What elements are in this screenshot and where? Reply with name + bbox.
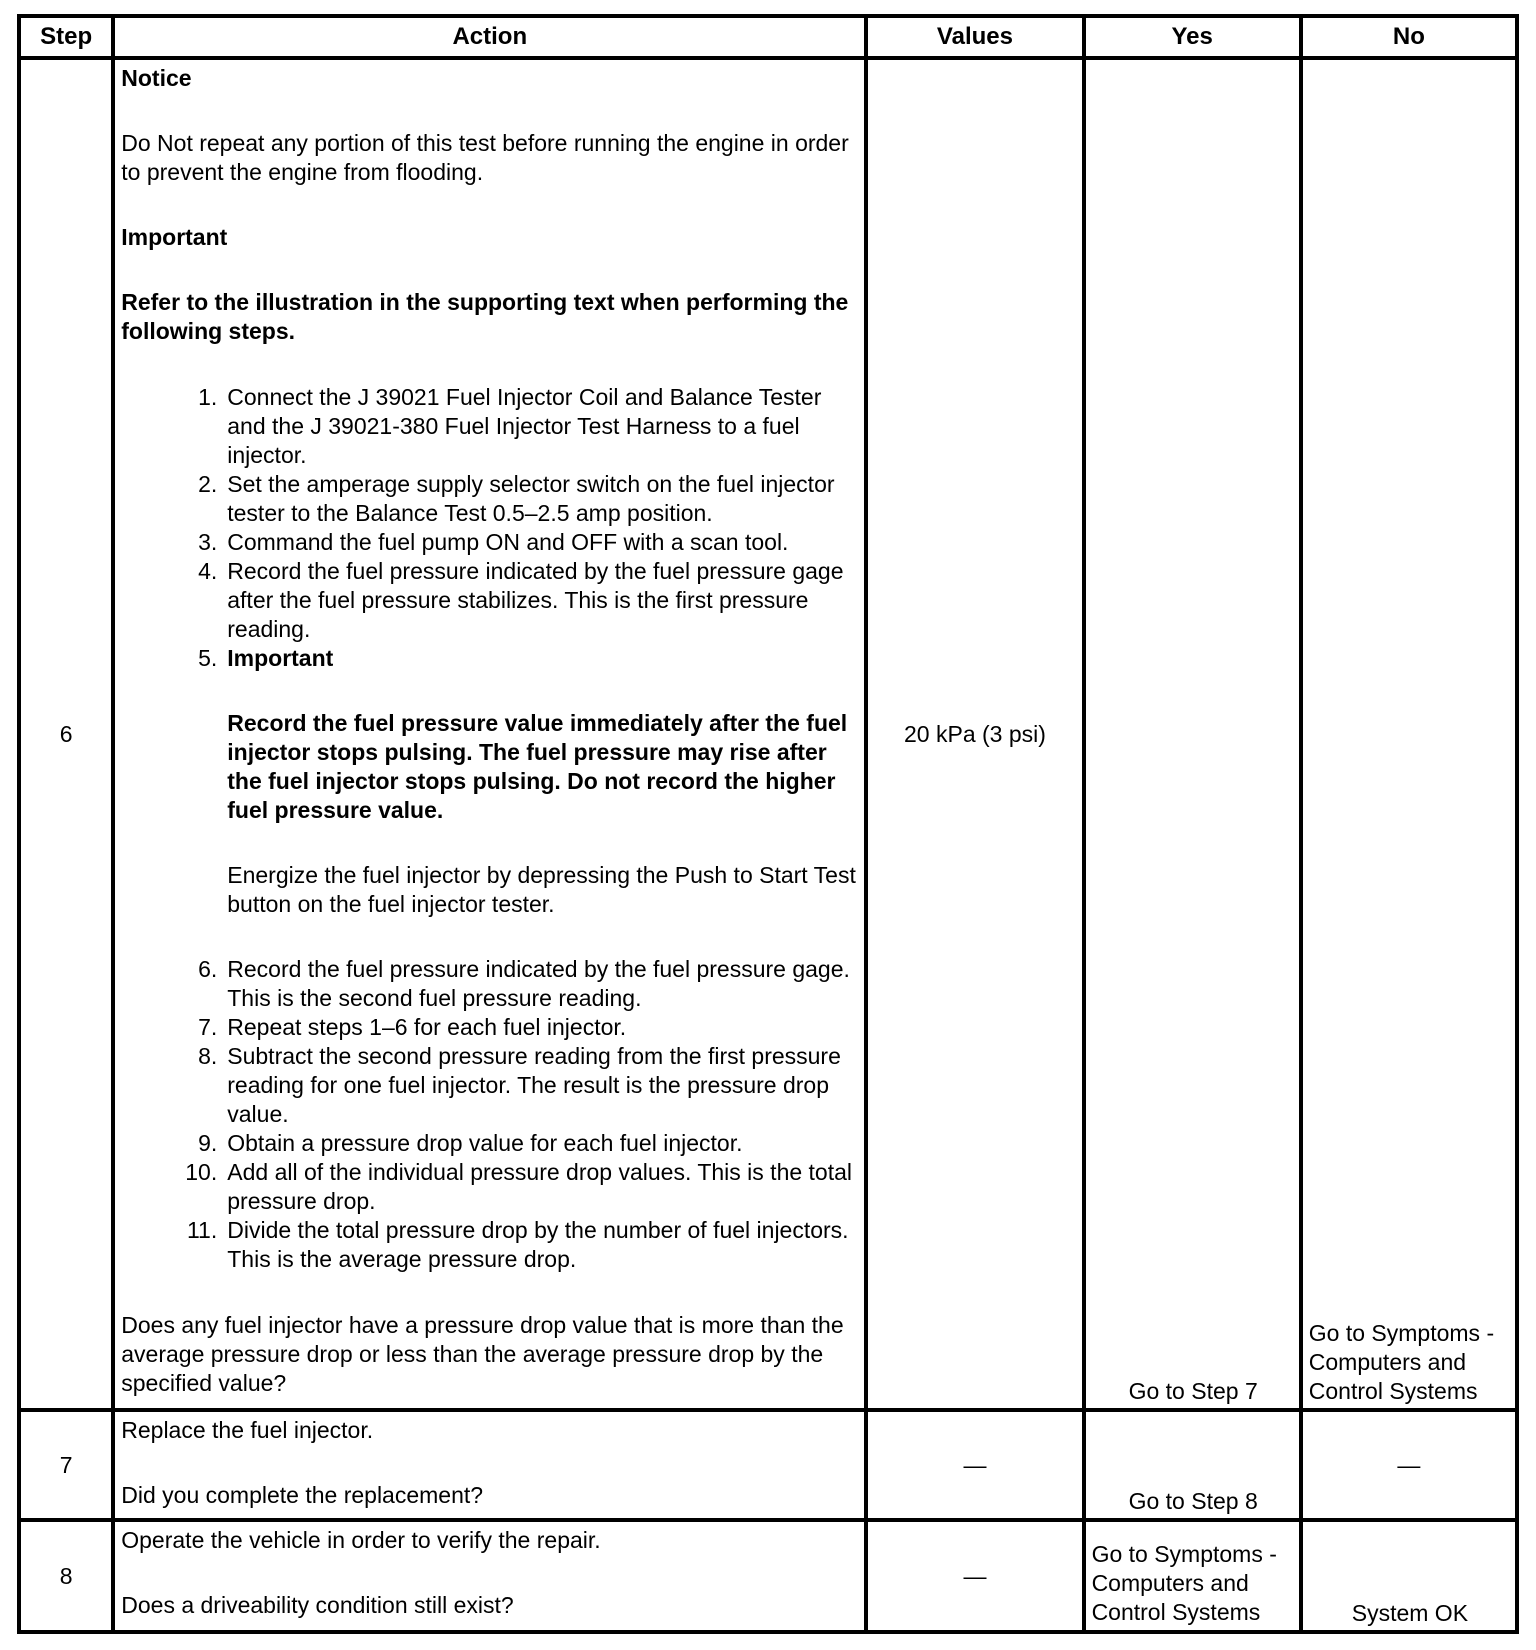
list-item: 1. Connect the J 39021 Fuel Injector Coil and Balance Tester and the J 39021-380 Fuel Injector Test Harness to a fuel injector. xyxy=(198,384,822,468)
header-row xyxy=(19,16,1517,58)
no-cell: Go to Symptoms - Computers and Control Systems xyxy=(1301,58,1517,1410)
item5-important-text: Record the fuel pressure value immediately after the fuel injector stops pulsing. The fuel pressure may rise after the fuel injector stops pulsing. Do not record the higher fuel pressure value. xyxy=(227,710,848,823)
yes-cell: Go to Step 7 xyxy=(1084,58,1301,1410)
values-cell: — xyxy=(866,1520,1083,1632)
header-action: Action xyxy=(113,16,866,58)
step-number: 7 xyxy=(19,1410,113,1520)
list-item: 10. Add all of the individual pressure drop values. This is the total pressure drop. xyxy=(185,1159,853,1214)
important-title: Important xyxy=(121,224,228,250)
important-text: Refer to the illustration in the supporting text when performing the following steps. xyxy=(121,289,849,344)
header-yes: Yes xyxy=(1084,16,1301,58)
question-text: Does any fuel injector have a pressure drop value that is more than the average pressure drop or less than the average pressure drop by the specified value? xyxy=(121,1312,844,1396)
table-row-step-6 xyxy=(19,58,1517,1410)
action-text: Operate the vehicle in order to verify the repair. xyxy=(121,1527,601,1553)
item5-important-title: Important xyxy=(227,645,334,671)
list-item: 5. Important Record the fuel pressure value immediately after the fuel injector stops pulsing. The fuel pressure may rise after the fuel injector stops pulsing. Do not record the higher fuel pressure value. Energize the fuel injector by depressing the Push to Start Test button on the fuel injector tester. xyxy=(171,644,860,955)
no-cell: — xyxy=(1301,1410,1517,1520)
action-text: Replace the fuel injector. xyxy=(121,1417,374,1443)
question-text: Does a driveability condition still exist? xyxy=(121,1592,514,1618)
list-item: 3. Command the fuel pump ON and OFF with a scan tool. xyxy=(198,529,789,555)
values-cell: — xyxy=(866,1410,1083,1520)
step-number: 8 xyxy=(19,1520,113,1632)
notice-title: Notice xyxy=(121,65,192,91)
list-item: 8. Subtract the second pressure reading from the first pressure reading for one fuel injector. The result is the pressure drop value. xyxy=(198,1043,841,1127)
list-item: 11. Divide the total pressure drop by the number of fuel injectors. This is the average pressure drop. xyxy=(186,1217,849,1272)
table-row-step-8 xyxy=(19,1520,1517,1632)
table-row-step-7 xyxy=(19,1410,1517,1520)
header-no: No xyxy=(1301,16,1517,58)
procedure-list xyxy=(121,383,860,1274)
question-text: Did you complete the replacement? xyxy=(121,1482,484,1508)
action-cell xyxy=(113,1410,866,1520)
list-item: 4. Record the fuel pressure indicated by the fuel pressure gage after the fuel pressure stabilizes. This is the first pressure reading. xyxy=(198,558,844,642)
list-item: 6. Record the fuel pressure indicated by the fuel pressure gage. This is the second fuel pressure reading. xyxy=(198,956,850,1011)
values-cell: 20 kPa (3 psi) xyxy=(866,58,1083,1410)
diagnostic-table-container xyxy=(17,14,1519,1636)
header-values: Values xyxy=(866,16,1083,58)
header-step: Step xyxy=(19,16,113,58)
notice-text: Do Not repeat any portion of this test before running the engine in order to prevent the engine from flooding. xyxy=(121,130,849,185)
no-cell: System OK xyxy=(1301,1520,1517,1632)
item5-text: Energize the fuel injector by depressing the Push to Start Test button on the fuel injector tester. xyxy=(227,862,856,917)
diagnostic-table xyxy=(17,14,1519,1634)
list-item: 9. Obtain a pressure drop value for each fuel injector. xyxy=(198,1130,743,1156)
list-item: 2. Set the amperage supply selector switch on the fuel injector tester to the Balance Test 0.5–2.5 amp position. xyxy=(198,471,835,526)
action-cell xyxy=(113,58,866,1410)
yes-cell: Go to Symptoms - Computers and Control Systems xyxy=(1084,1520,1301,1632)
action-cell xyxy=(113,1520,866,1632)
step-number: 6 xyxy=(19,58,113,1410)
list-item: 7. Repeat steps 1–6 for each fuel injector. xyxy=(198,1014,627,1040)
yes-cell: Go to Step 8 xyxy=(1084,1410,1301,1520)
